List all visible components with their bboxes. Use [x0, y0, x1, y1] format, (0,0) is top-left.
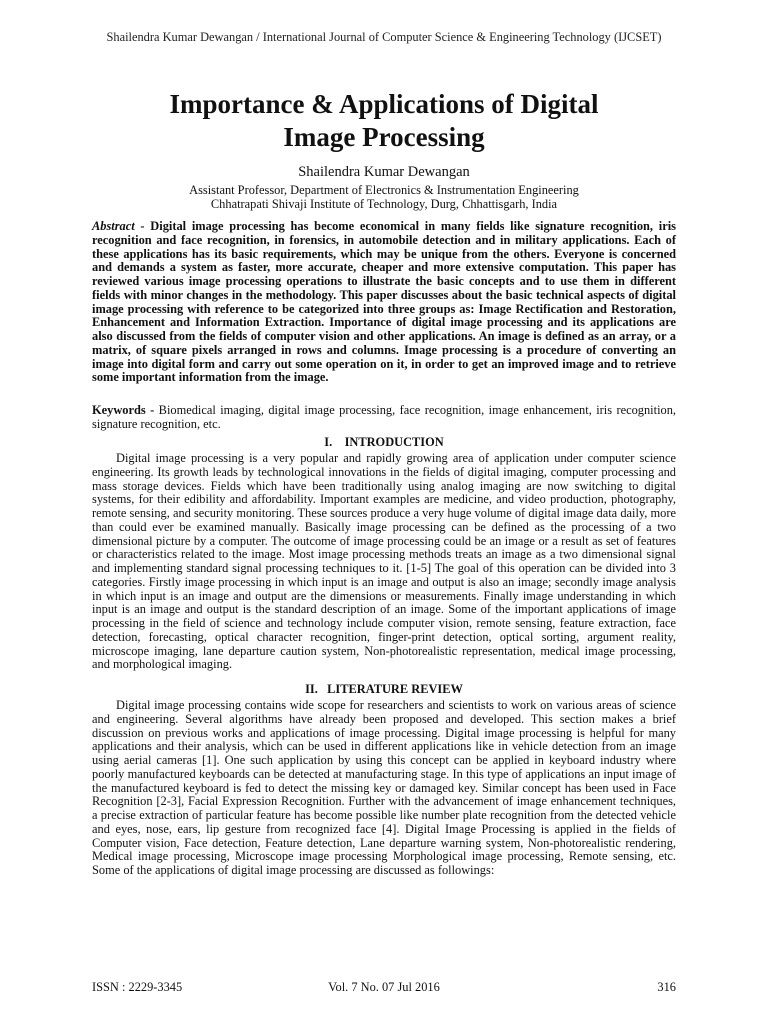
affiliation-line-2: Chhatrapati Shivaji Institute of Technology, Durg, Chhattisgarh, India	[210, 197, 558, 211]
section-body-literature-review	[92, 699, 676, 878]
keywords-text: Biomedical imaging, digital image processing, face recognition, image enhancement, iris recognition, signature recognition, etc.	[92, 403, 676, 431]
keywords	[92, 404, 676, 432]
keywords-label: Keywords -	[92, 403, 155, 417]
introduction-paragraph: Digital image processing is a very popular and rapidly growing area of application under computer science engineering. Its growth leads by technological innovations in the fields of digital imaging, computer processing and mass storage devices. Fields which have been traditionally using analog imaging are now switching to digital systems, for their edibility and affordability. Important examples are medicine, and video production, photography, remote sensing, and security monitoring. These sources produce a very huge volume of digital image data daily, more than could ever be examined manually. Basically image processing can be defined as the processing of a two dimensional picture by a computer. The outcome of image processing could be an image or a result as set of features or characteristics related to the image. Most image processing methods treats an image as a two dimensional signal and implementing standard signal processing techniques to it. [1-5] The goal of this operation can be divided into 3 categories. Firstly image processing in which input is an image and output is also an image; secondly image analysis in which input is an image and output are the dimensions or measurements. Finally image understanding in which input is an image and output is the standard description of an image. Some of the important applications of image processing in the field of science and technology include computer vision, remote sensing, feature extraction, face detection, forecasting, optical character recognition, finger-print detection, optical sorting, argument reality, microscope imaging, lane departure caution system, Non-photorealistic representation, medical image processing, and morphological imaging.	[92, 451, 676, 672]
running-head: Shailendra Kumar Dewangan / International Journal of Computer Science & Engineering Technology (IJCSET)	[106, 30, 662, 44]
paper-title	[60, 88, 708, 154]
footer-issn: ISSN : 2229-3345	[92, 980, 183, 994]
abstract	[92, 220, 676, 385]
abstract-label: Abstract	[92, 219, 135, 233]
abstract-text: - Digital image processing has become economical in many fields like signature recognition, iris recognition and face recognition, in forensics, in automobile detection and in military applications. Each of these applications has its basic requirements, which may be unique from the others. Everyone is concerned and demands a system as faster, more accurate, cheaper and more extensive computation. This paper has reviewed various image processing operations to illustrate the basic concepts and to use them in different fields with minor changes in the methodology. This paper discusses about the basic technical aspects of digital image processing with reference to be categorized into three groups as: Image Rectification and Restoration, Enhancement and Information Extraction. Importance of digital image processing and its applications are also discussed from the fields of computer vision and other applications. An image is defined as an array, or a matrix, of square pixels arranged in rows and columns. Image processing is a procedure of converting an image into digital form and carry out some operation on it, in order to get an improved image and to retrieve some important information from the image.	[92, 219, 676, 385]
page-footer	[92, 980, 676, 996]
footer-volume: Vol. 7 No. 07 Jul 2016	[328, 980, 440, 994]
affiliation-line-1: Assistant Professor, Department of Electronics & Instrumentation Engineering	[189, 183, 579, 197]
author-name: Shailendra Kumar Dewangan	[298, 164, 470, 180]
title-line-2: Image Processing	[283, 122, 485, 152]
title-line-1: Importance & Applications of Digital	[169, 89, 599, 119]
section-heading-literature-review: II. LITERATURE REVIEW	[305, 682, 463, 696]
page-number: 316	[657, 980, 676, 994]
section-body-introduction	[92, 452, 676, 672]
section-heading-introduction: I. INTRODUCTION	[324, 435, 444, 449]
literature-review-paragraph: Digital image processing contains wide scope for researchers and scientists to work on various areas of science and engineering. Several algorithms have already been proposed and developed. This section makes a brief discussion on previous works and applications of image processing. Digital image processing is helpful for many applications and their analysis, which can be used in different applications like in vehicle detection from an image using aerial cameras [1]. One such application by using this concept can be applied in keyboard industry where poorly manufactured keyboards can be detected at manufacturing stage. In this type of applications an input image of the manufactured keyboard is fed to detect the missing key or damaged key. Similar concept has been used in Face Recognition [2-3], Facial Expression Recognition. Further with the advancement of image enhancement techniques, a precise extraction of particular feature has become possible like number plate recognition from the detected vehicle and eyes, nose, ears, lip gesture from recognized face [4]. Digital Image Processing is applied in the fields of Computer vision, Face detection, Feature detection, Lane departure warning system, Non-photorealistic rendering, Medical image processing, Microscope image processing Morphological image processing, Remote sensing, etc. Some of the applications of digital image processing are discussed as followings:	[92, 698, 676, 877]
author-affiliation	[0, 183, 768, 211]
